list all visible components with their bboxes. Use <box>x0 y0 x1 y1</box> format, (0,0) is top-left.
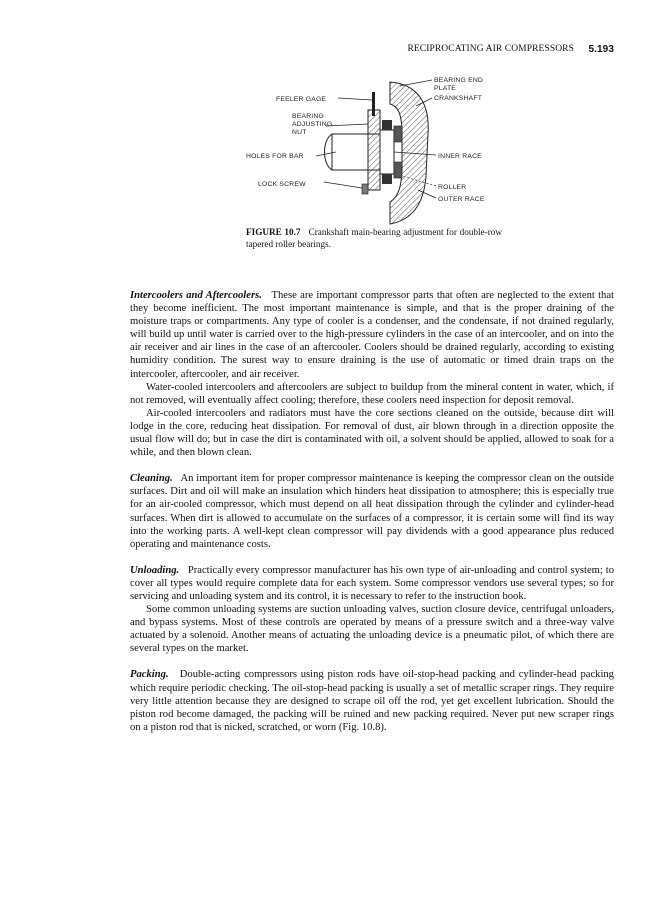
paragraph <box>130 472 614 551</box>
paragraph <box>130 668 614 733</box>
paragraph-text: Practically every compressor manufacturer has his own type of air-unloading and control system; to cover all types would require complete data for each system. Some compressor vendors use several types; so for servicing and unloading system and its control, it is necessary to refer to the instruction book. <box>130 564 614 602</box>
figure-caption-text: Crankshaft main-bearing adjustment for double-row tapered roller bearings. <box>246 227 502 249</box>
page-header <box>130 44 614 58</box>
paragraph: Water-cooled intercoolers and aftercoolers are subject to buildup from the mineral content in water, which, if not removed, will eventually affect cooling; therefore, these coolers need inspection for deposit removal. <box>130 381 614 406</box>
label-lock-screw: LOCK SCREW <box>258 181 306 188</box>
paragraph-text: An important item for proper compressor maintenance is keeping the compressor clean on the outside surfaces. Dirt and oil will make an insulation which hinders heat dissipation to atmosphere; this is especially true for an air-cooled compressor, which must depend on all heat dissipation through the cylinder and cylinder-head surfaces. When dirt is allowed to accumulate on the surfaces of a compressor, it is certain some will find its way into the working parts. A well-kept clean compressor will pay dividends with a good appearance plus reduced operating and maintenance costs. <box>130 473 614 550</box>
paragraph <box>130 564 614 603</box>
lock-screw-shape <box>362 184 368 194</box>
label-inner-race: INNER RACE <box>438 153 482 160</box>
paragraph <box>130 289 614 381</box>
section-packing <box>130 668 614 733</box>
label-holes-for-bar: HOLES FOR BAR <box>246 153 304 160</box>
section-heading: Cleaning. <box>130 473 173 485</box>
label-bearing-end-2: PLATE <box>434 85 457 92</box>
label-bearing-adjusting-2: ADJUSTING <box>292 121 333 128</box>
section-heading: Unloading. <box>130 564 180 576</box>
paragraph: Some common unloading systems are suction unloading valves, suction closure device, centrifugal unloaders, and bypass systems. Most of these controls are operated by means of a pressure switch and a three-way valve actuated by a solenoid. Another means of actuating the unloading device is a pneumatic pilot, of which there are several types on the market. <box>130 604 614 655</box>
section-heading: Intercoolers and Aftercoolers. <box>130 290 262 301</box>
page-number: 5.193 <box>588 44 614 55</box>
running-title: RECIPROCATING AIR COMPRESSORS <box>407 44 574 54</box>
paragraph-text: Double-acting compressors using piston rods have oil-stop-head packing and cylinder-head packing which require periodic checking. The oil-stop-head packing is usually a set of metallic scraper rings. They require very little attention because they are designed to scrape oil off the rod, yet get excellent lubrication. Should the piston rod become damaged, the packing will be ruined and new packing required. Never put new scraper rings on a piston rod that is nicked, scratched, or worn (Fig. 10.8). <box>130 669 614 733</box>
bearing-diagram <box>240 64 510 234</box>
figure-caption-label: FIGURE 10.7 <box>246 227 301 237</box>
label-crankshaft: CRANKSHAFT <box>434 95 483 102</box>
label-bearing-end-1: BEARING END <box>434 77 484 84</box>
roller-shape <box>394 126 402 142</box>
label-roller: ROLLER <box>438 184 467 191</box>
inner-race-shape <box>380 130 394 174</box>
section-cleaning <box>130 472 614 551</box>
section-unloading <box>130 564 614 656</box>
figure-caption <box>246 226 502 250</box>
section-intercoolers <box>130 289 614 459</box>
label-bearing-adjusting-3: NUT <box>292 129 307 136</box>
section-heading: Packing. <box>130 669 169 681</box>
paragraph-text: These are important compressor parts that often are neglected to the extent that they become inefficient. The most important maintenance is simple, and that is the proper draining of the moisture traps or compartments. Any type of cooler is a condenser, and the condensate, if not drained regularly, will build up until water is carried over to the high-pressure cylinders in the case of an intercooler, and on into the air receiver and air lines in the case of an aftercooler. Coolers should be drained regularly, according to existing humidity condition. The surest way to ensure draining is the use of automatic or timed drain traps on the intercooler, aftercooler, and air receiver. <box>130 290 614 380</box>
paragraph: Air-cooled intercoolers and radiators must have the core sections cleaned on the outside, because dirt will lodge in the core, reducing heat dissipation. For removal of dust, air blown through in a direction opposite the usual flow will do; but in case the dirt is contaminated with oil, a solvent should be applied, allowed to soak for a while, and then blown clean. <box>130 407 614 459</box>
feeler-gage-shape <box>372 92 375 116</box>
body-text <box>130 289 614 734</box>
figure-crankshaft-bearing <box>240 64 510 234</box>
label-outer-race: OUTER RACE <box>438 196 485 203</box>
adjusting-nut <box>368 110 380 190</box>
label-feeler-gage: FEELER GAGE <box>276 96 327 103</box>
label-bearing-adjusting-1: BEARING <box>292 113 324 120</box>
